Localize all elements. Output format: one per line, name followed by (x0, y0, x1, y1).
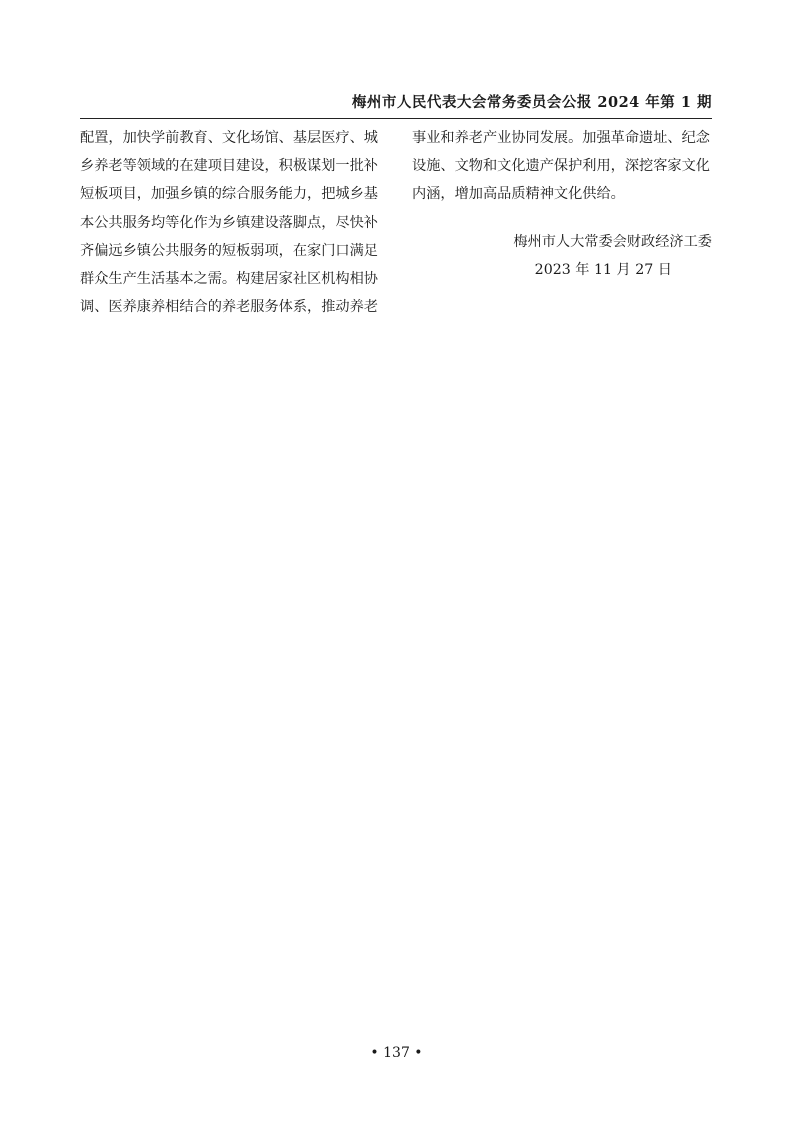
body-text-line: 调、医养康养相结合的养老服务体系，推动养老 (80, 299, 378, 316)
signature-organization: 梅州市人大常委会财政经济工委 (513, 234, 712, 250)
body-column-left (80, 124, 392, 321)
body-column-right (412, 124, 712, 209)
body-text-line: 群众生产生活基本之需。构建居家社区机构相协 (80, 270, 378, 287)
body-text-line: 短板项目，加强乡镇的综合服务能力，把城乡基 (80, 186, 378, 203)
signature-date: 2023 年 11 月 27 日 (534, 262, 672, 278)
body-text-line: 配置，加快学前教育、文化场馆、基层医疗、城 (80, 130, 378, 146)
body-text-line: 事业和养老产业协同发展。加强革命遗址、纪念 (412, 130, 710, 146)
body-text-line: 设施、文物和文化遗产保护利用，深挖客家文化 (412, 158, 710, 175)
body-text-line: 乡养老等领域的在建项目建设，积极谋划一批补 (80, 158, 378, 175)
page-number: • 137 • (370, 1045, 423, 1061)
body-text-line: 齐偏远乡镇公共服务的短板弱项，在家门口满足 (80, 242, 378, 259)
body-text-line: 内涵，增加高品质精神文化供给。 (412, 186, 625, 203)
header-divider (80, 118, 712, 119)
body-text-line: 本公共服务均等化作为乡镇建设落脚点，尽快补 (80, 214, 378, 231)
running-header: 梅州市人民代表大会常务委员会公报 2024 年第 1 期 (351, 94, 712, 111)
